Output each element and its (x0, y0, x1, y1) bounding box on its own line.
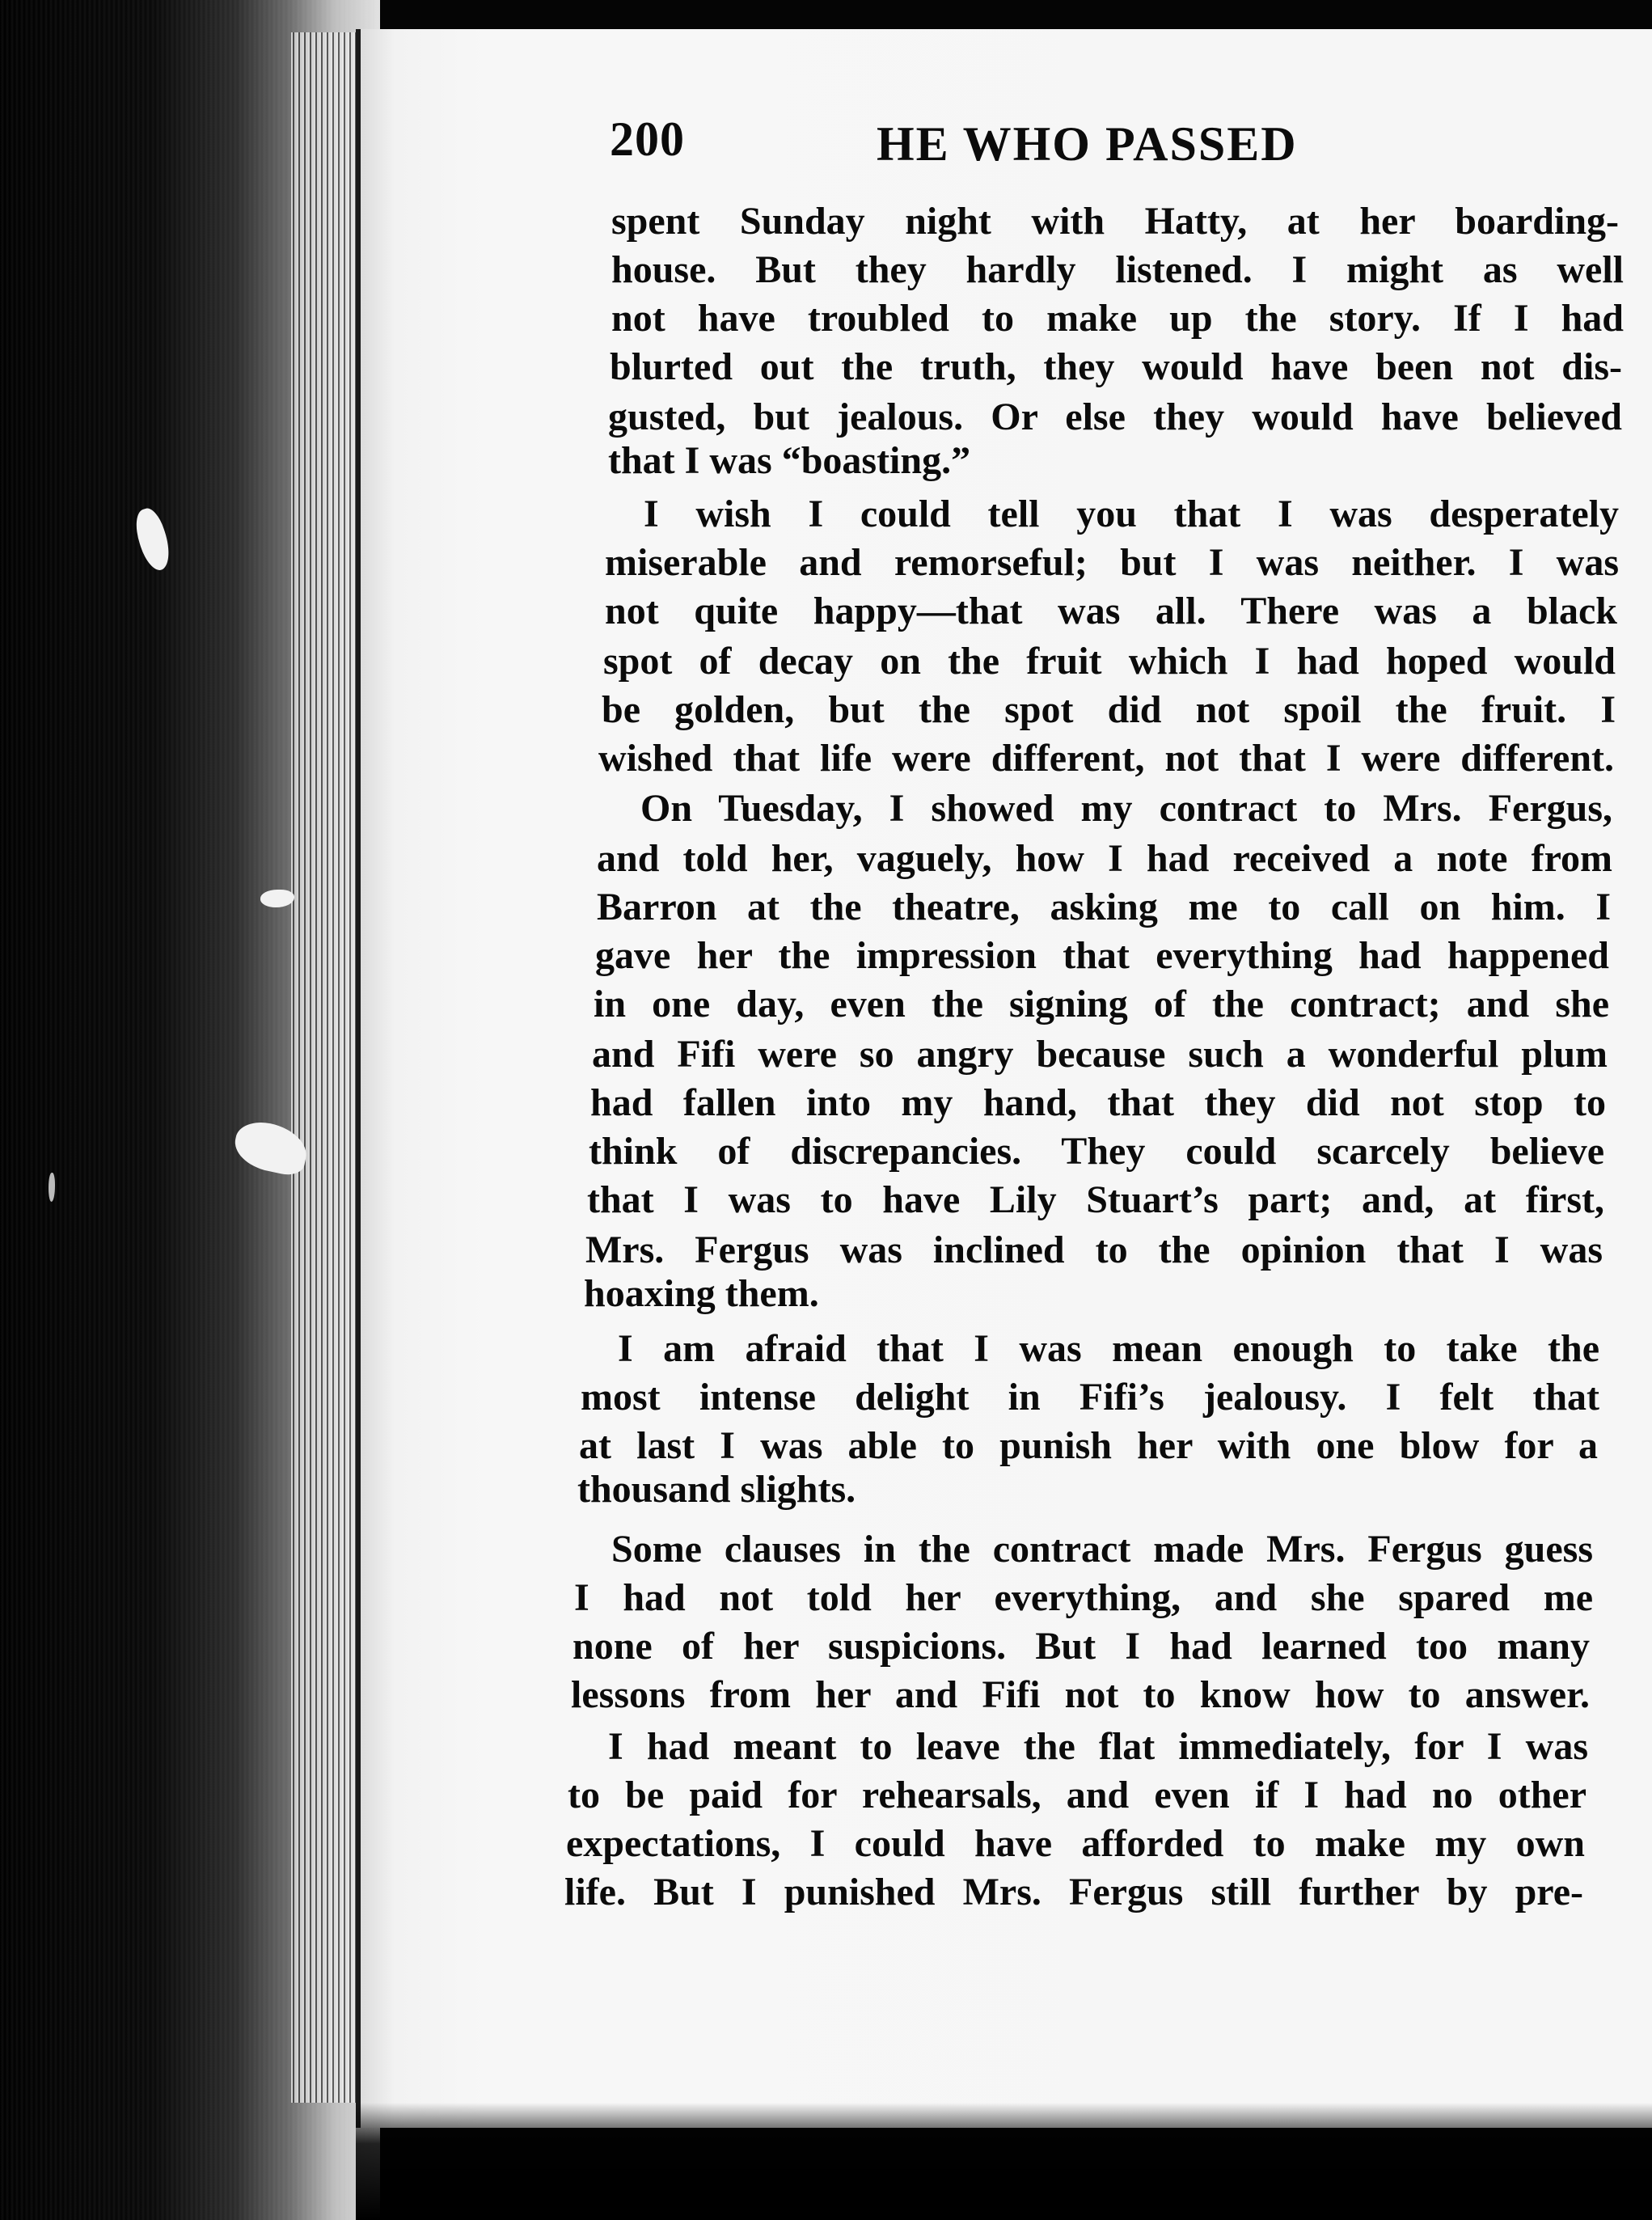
body-line: none of her suspicions. But I had learned too many (572, 1625, 1590, 1668)
running-head: HE WHO PASSED (877, 117, 1298, 171)
body-line: I had meant to leave the flat immediately, for I was (608, 1725, 1588, 1768)
body-line: and Fifi were so angry because such a wonderful plum (592, 1033, 1608, 1076)
body-line: I wish I could tell you that I was desperately (644, 493, 1619, 535)
body-line: I had not told her everything, and she spared me (574, 1576, 1593, 1619)
body-line: wished that life were different, not that I were different. (598, 737, 1614, 780)
page-header (610, 112, 1402, 184)
page-number: 200 (610, 112, 685, 166)
body-line: I am afraid that I was mean enough to take the (618, 1327, 1599, 1370)
body-line: in one day, even the signing of the contract; and she (594, 983, 1609, 1025)
body-line: Barron at the theatre, asking me to call on him. I (597, 886, 1611, 928)
body-line: life. But I punished Mrs. Fergus still further by pre- (564, 1871, 1583, 1913)
body-line: think of discrepancies. They could scarcely believe (589, 1130, 1604, 1173)
body-line: blurted out the truth, they would have been not dis- (610, 345, 1622, 388)
body-line: gusted, but jealous. Or else they would have believed (608, 395, 1622, 438)
body-line: not have troubled to make up the story. If I had (611, 297, 1624, 340)
body-line: to be paid for rehearsals, and even if I had no other (568, 1774, 1587, 1816)
body-line: gave her the impression that everything had happened (595, 934, 1609, 977)
body-line: hoaxing them. (584, 1272, 819, 1315)
body-line: miserable and remorseful; but I was neither. I was (605, 541, 1619, 584)
body-line: had fallen into my hand, that they did not stop to (590, 1081, 1606, 1124)
body-line: expectations, I could have afforded to make my own (566, 1822, 1585, 1865)
body-line: spent Sunday night with Hatty, at her boarding- (611, 200, 1619, 243)
body-line: that I was to have Lily Stuart’s part; and, at first, (587, 1178, 1604, 1221)
body-line: spot of decay on the fruit which I had hoped would (603, 640, 1616, 683)
body-line: most intense delight in Fifi’s jealousy. I felt that (581, 1376, 1599, 1419)
body-line: at last I was able to punish her with one blow for a (579, 1424, 1598, 1467)
body-line: On Tuesday, I showed my contract to Mrs. Fergus, (640, 787, 1612, 830)
body-line: thousand slights. (577, 1468, 856, 1511)
body-line: lessons from her and Fifi not to know how to answer. (571, 1673, 1590, 1716)
body-line: house. But they hardly listened. I might as well (611, 248, 1624, 291)
body-line: Some clauses in the contract made Mrs. Fergus guess (611, 1528, 1593, 1571)
body-line: not quite happy—that was all. There was a black (605, 590, 1617, 632)
body-line: and told her, vaguely, how I had received a note from (597, 837, 1612, 880)
body-line: Mrs. Fergus was inclined to the opinion that I was (585, 1228, 1603, 1271)
body-line: that I was “boasting.” (608, 439, 971, 482)
body-line: be golden, but the spot did not spoil the fruit. I (602, 688, 1616, 731)
